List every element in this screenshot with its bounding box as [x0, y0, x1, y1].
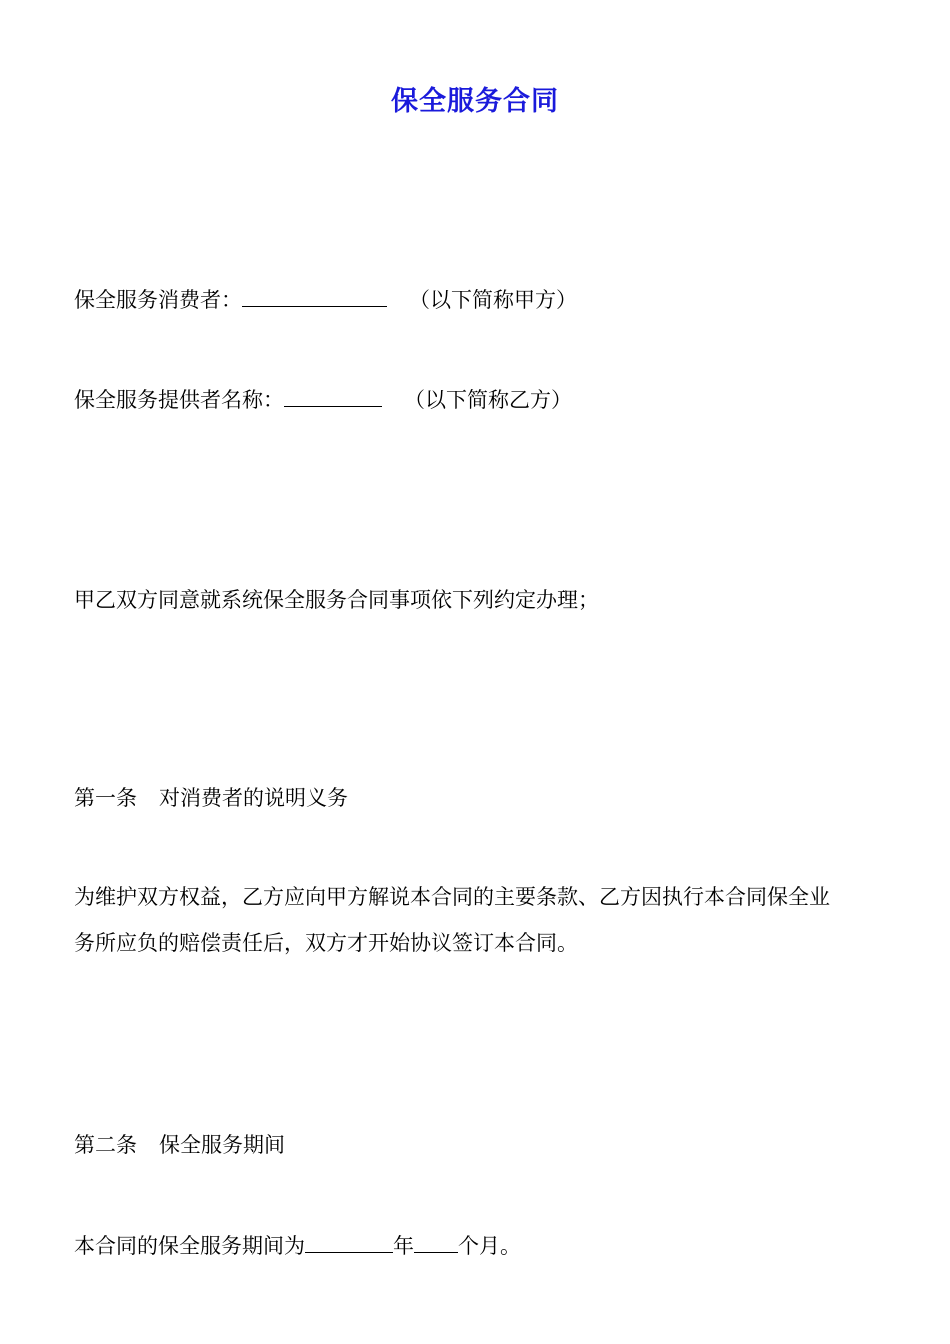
article-2-year-label: 年 [393, 1234, 414, 1258]
article-2-body-prefix: 本合同的保全服务期间为 [74, 1234, 305, 1258]
party-b-label: 保全服务提供者名称： [74, 388, 284, 412]
article-2-body [74, 1233, 521, 1259]
party-b-line [74, 387, 572, 413]
party-a-label: 保全服务消费者： [74, 288, 242, 312]
article-1-number: 第一条 [74, 786, 137, 810]
party-a-line [74, 287, 577, 313]
party-b-suffix: （以下简称乙方） [404, 388, 572, 412]
article-2-number: 第二条 [74, 1133, 137, 1157]
party-a-suffix: （以下简称甲方） [409, 288, 577, 312]
article-2-heading [74, 1132, 285, 1158]
party-a-blank[interactable] [242, 288, 387, 307]
party-b-blank[interactable] [284, 388, 382, 407]
article-1-heading [74, 785, 348, 811]
document-title: 保全服务合同 [391, 86, 559, 117]
service-years-blank[interactable] [305, 1234, 393, 1253]
intro-text: 甲乙双方同意就系统保全服务合同事项依下列约定办理； [74, 588, 599, 612]
article-1-title: 对消费者的说明义务 [159, 786, 348, 810]
article-1-body-line2: 务所应负的赔偿责任后，双方才开始协议签订本合同。 [74, 931, 578, 955]
article-1-body-line1: 为维护双方权益，乙方应向甲方解说本合同的主要条款、乙方因执行本合同保全业 [74, 885, 830, 909]
article-2-title: 保全服务期间 [159, 1133, 285, 1157]
article-1-body [74, 874, 884, 966]
article-2-month-label: 个月。 [458, 1234, 521, 1258]
service-months-blank[interactable] [414, 1234, 458, 1253]
